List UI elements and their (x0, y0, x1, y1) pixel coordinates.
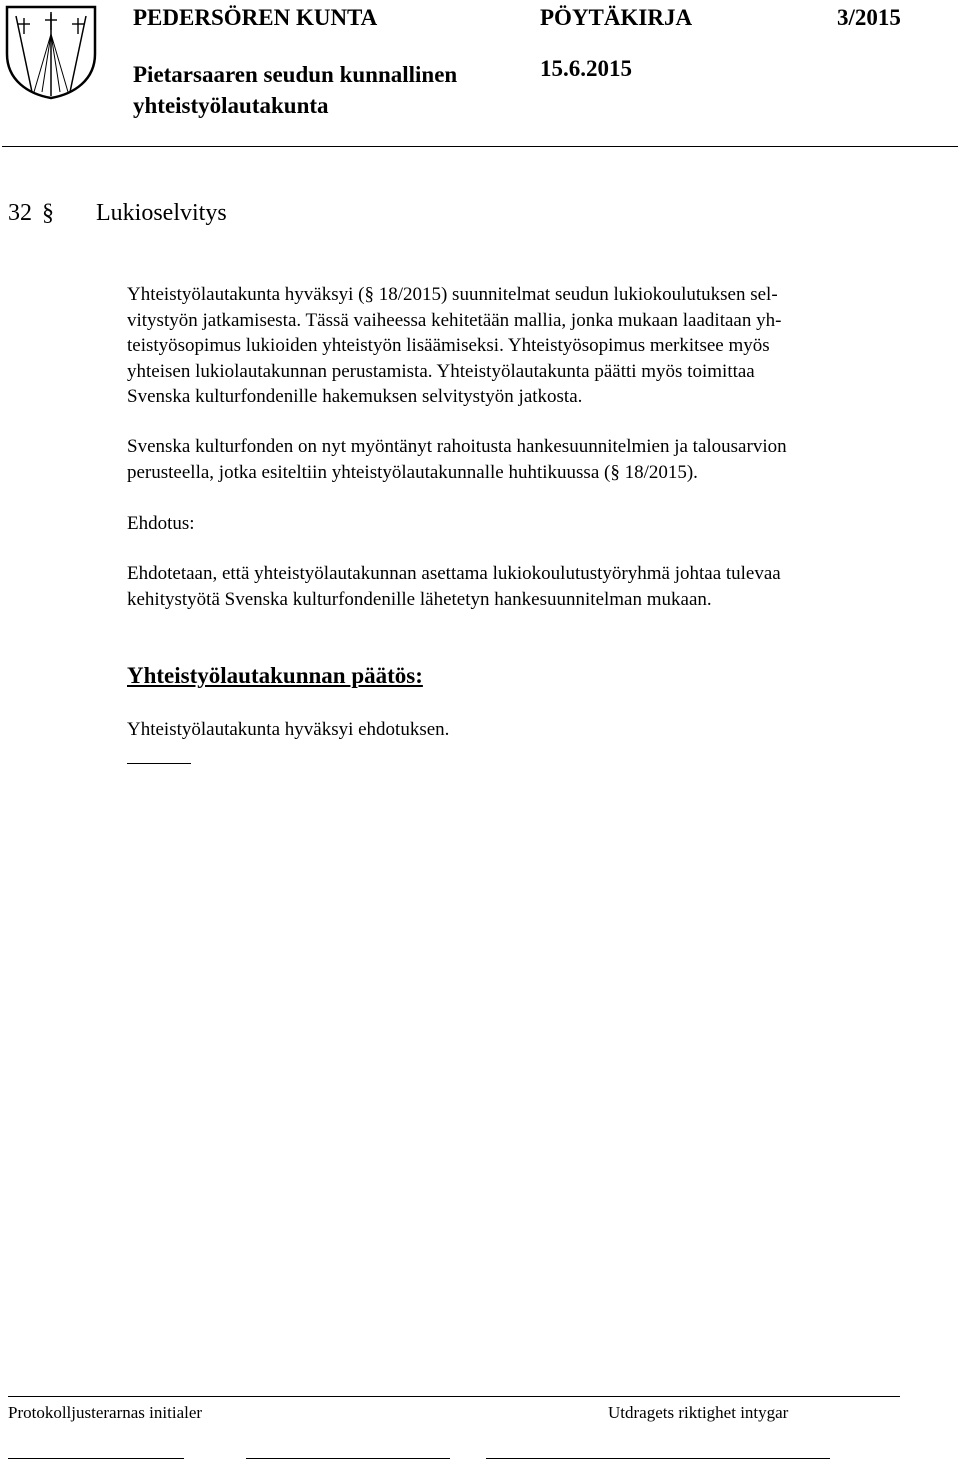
decision-heading: Yhteistyölautakunnan päätös: (127, 663, 423, 688)
proposal-label: Ehdotus: (127, 513, 195, 534)
section-number: 32 (8, 200, 32, 226)
header-divider (2, 146, 958, 147)
signature-line-3[interactable] (486, 1458, 830, 1459)
initials-label: Protokolljusterarnas initialer (8, 1403, 203, 1422)
paragraph-line: teistyösopimus lukioiden yhteistyön lisäämiseksi. Yhteistyösopimus merkitsee myös (127, 335, 770, 356)
extract-label: Utdragets riktighet intygar (608, 1403, 789, 1422)
meeting-date: 15.6.2015 (540, 56, 632, 81)
paragraph-line: yhteisen lukiolautakunnan perustamista. Yhteistyölautakunta päätti myös toimittaa (127, 360, 755, 382)
board-name-line2: yhteistyölautakunta (133, 93, 329, 118)
document-type: PÖYTÄKIRJA (540, 5, 693, 30)
paragraph-line: Svenska kulturfondenille hakemuksen selvitystyön jatkosta. (127, 386, 583, 407)
decision-text: Yhteistyölautakunta hyväksyi ehdotuksen. (127, 719, 450, 740)
paragraph-line: Svenska kulturfonden on nyt myöntänyt rahoitusta hankesuunnitelmien ja talousarvion (127, 436, 787, 457)
section-title: Lukioselvitys (96, 200, 227, 226)
footer-divider (8, 1396, 900, 1397)
paragraph-background (127, 282, 907, 410)
board-name-line1: Pietarsaaren seudun kunnallinen (133, 62, 458, 87)
proposal-text (127, 561, 907, 612)
signature-line-2[interactable] (246, 1458, 450, 1459)
paragraph-line: Yhteistyölautakunta hyväksyi (§ 18/2015) suunnitelmat seudun lukiokoulutuksen sel- (127, 284, 778, 305)
paragraph-funding (127, 434, 907, 485)
paragraph-line: perusteella, jotka esiteltiin yhteistyölautakunnalle huhtikuussa (§ 18/2015). (127, 461, 698, 483)
municipal-crest-icon (4, 4, 98, 105)
document-number: 3/2015 (837, 5, 901, 30)
paragraph-line: vitystyön jatkamisesta. Tässä vaiheessa kehitetään mallia, jonka mukaan laaditaan yh- (127, 309, 782, 331)
paragraph-line: kehitystyötä Svenska kulturfondenille lähetetyn hankesuunnitelman mukaan. (127, 588, 712, 610)
section-heading (8, 199, 227, 227)
paragraph-line: Ehdotetaan, että yhteistyölautakunnan asettama lukiokoulutustyöryhmä johtaa tulevaa (127, 563, 781, 584)
municipality-name: PEDERSÖREN KUNTA (133, 5, 378, 30)
section-symbol: § (42, 200, 54, 226)
end-mark-line (127, 763, 191, 764)
signature-line-1[interactable] (8, 1458, 184, 1459)
